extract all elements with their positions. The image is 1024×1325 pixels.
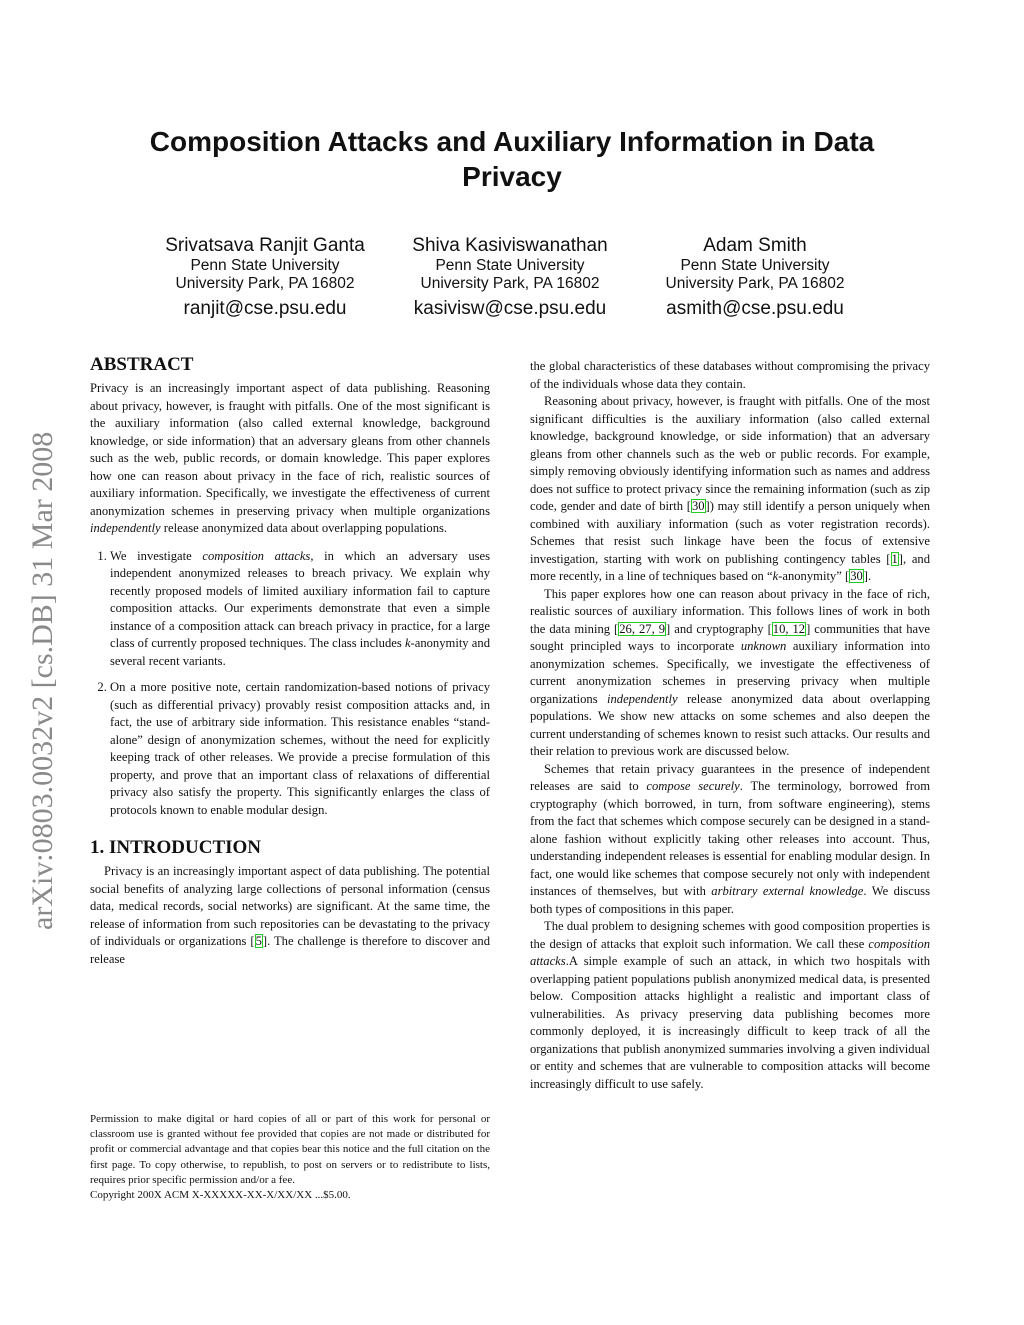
emphasis-text: composition attacks <box>202 548 311 563</box>
author-block <box>625 235 885 320</box>
author-name: Shiva Kasiviswanathan <box>412 235 608 256</box>
intro-paragraph: This paper explores how one can reason about privacy in the face of rich, realistic sources of auxiliary information. This follows lines of work in both the data mining [26, 27, 9] and cryptography [10, 12] communities that have sought principled ways to incorporate unknown auxiliary information into anonymization schemes. Specifically, we investigate the effectiveness of current anonymization schemes in preserving privacy when multiple organizations independently release anonymized data about overlapping populations. We show new attacks on some schemes and also deepen the current understanding of schemes known to resist such attacks. Our results and their relation to previous work are discussed below. <box>530 586 931 758</box>
citation-link[interactable]: 30 <box>850 569 863 583</box>
author-email[interactable]: kasivisw@cse.psu.edu <box>413 298 607 319</box>
author-block <box>380 235 640 320</box>
intro-paragraph: Schemes that retain privacy guarantees in the presence of independent releases are said to compose securely. The terminology, borrowed from cryptography (which borrowed, in turn, from software engineering), stems from the fact that schemes which compose securely can be designed in a stand-alone fashion without explicitly taking other releases into account. Thus, understanding independent releases is essential for enabling modular design. In fact, one would like schemes that compose securely not only with independent instances of themselves, but with arbitrary external knowledge. We discuss both types of compositions in this paper. <box>530 761 930 916</box>
author-affiliation: Penn State University <box>680 257 830 274</box>
copyright-notice: Copyright 200X ACM X-XXXXX-XX-X/XX/XX ...$5.00. <box>90 1189 351 1202</box>
right-column <box>530 358 930 1093</box>
author-address: University Park, PA 16802 <box>420 275 600 292</box>
author-name: Adam Smith <box>703 235 807 256</box>
intro-paragraph: the global characteristics of these databases without compromising the privacy of the individuals whose data they contain. <box>530 359 930 391</box>
emphasis-text: compose securely <box>646 779 740 793</box>
abstract-paragraph: Privacy is an increasingly important aspect of data publishing. Reasoning about privacy, however, is fraught with pitfalls. One of the most significant is the auxiliary information (also called external knowledge, background knowledge, or side information) that an adversary gleans from other channels such as the web, public records, or domain knowledge. This paper explores how one can reason about privacy in the face of rich, realistic sources of auxiliary information. Specifically, we investigate the effectiveness of current anonymization schemes in preserving privacy when multiple organizations independently release anonymized data about overlapping populations. <box>90 381 490 535</box>
citation-link[interactable]: 30 <box>691 499 705 513</box>
citation-link[interactable]: 1 <box>891 551 898 566</box>
emphasis-text: independently <box>90 521 161 535</box>
left-column <box>90 354 490 968</box>
author-email[interactable]: ranjit@cse.psu.edu <box>183 298 347 319</box>
author-address: University Park, PA 16802 <box>665 275 845 292</box>
emphasis-text: arbitrary external knowledge <box>711 884 864 898</box>
intro-paragraph: Privacy is an increasingly important aspect of data publishing. The potential social benefits of analyzing large collections of personal information (census data, medical records, social networks) are significant. At the same time, the release of information from such repositories can be devastating to the privacy of individuals or organizations [5]. The challenge is therefore to discover and release <box>90 864 490 966</box>
emphasis-text: unknown <box>740 639 787 653</box>
contribution-item: 2. On a more positive note, certain randomization-based notions of privacy (such as differential privacy) provably resist composition attacks and, in fact, the use of arbitrary side information. This resistance enables “stand-alone” design of anonymization schemes, without the need for explicitly keeping track of other releases. We provide a precise formulation of this property, and prove that an important class of relaxations of differential privacy also satisfy the property. This significantly enlarges the class of protocols known to enable modular design. <box>110 679 490 819</box>
author-email[interactable]: asmith@cse.psu.edu <box>666 298 844 319</box>
permission-notice: Permission to make digital or hard copies of all or part of this work for personal or classroom use is granted without fee provided that copies are not made or distributed for profit or commercial advantage and that copies bear this notice and the full citation on the first page. To copy otherwise, to republish, to post on servers or to redistribute to lists, requires prior specific permission and/or a fee. <box>90 1113 490 1186</box>
author-block <box>135 235 395 320</box>
author-affiliation: Penn State University <box>435 257 585 274</box>
author-affiliation: Penn State University <box>190 257 340 274</box>
contribution-item: 1. We investigate composition attacks, in which an adversary uses independent anonymized releases to breach privacy. We explain why recently proposed models of limited auxiliary information fail to capture composition attacks. Our experiments demonstrate that even a simple instance of a composition attack can breach privacy in practice, for a large class of currently proposed techniques. The class includes k-anonymity and several recent variants. <box>110 548 490 671</box>
author-address: University Park, PA 16802 <box>175 275 355 292</box>
citation-link[interactable]: 26, 27, 9 <box>619 621 666 636</box>
intro-paragraph: Reasoning about privacy, however, is fraught with pitfalls. One of the most significant difficulties is the auxiliary information (also called external knowledge, background knowledge, or side information) that an adversary gleans from other channels such as the web or public records. For example, simply removing obviously identifying information such as names and address does not suffice to protect privacy since the remaining information (such as zip code, gender and date of birth [30]) may still identify a person uniquely when combined with auxiliary information (such as voter registration records). Schemes that resist such linkage have been the focus of extensive investigation, starting with work on publishing contingency tables [1], and more recently, in a line of techniques based on “k-anonymity” [30]. <box>530 394 931 583</box>
paper-title: Composition Attacks and Auxiliary Information in Data Privacy <box>149 126 875 192</box>
arxiv-stamp: arXiv:0803.0032v2 [cs.DB] 31 Mar 2008 <box>26 431 59 930</box>
emphasis-text: k <box>772 569 779 583</box>
citation-link[interactable]: 10, 12 <box>772 621 806 636</box>
emphasis-text: composition attacks <box>530 936 930 968</box>
intro-paragraph: The dual problem to designing schemes with good composition properties is the design of attacks that exploit such information. We call these composition attacks.A simple example of such an attack, in which two hospitals with overlapping patient populations publish anonymized medical data, is presented below. Composition attacks highlight a realistic and important class of vulnerabilities. As privacy preserving data publishing becomes more commonly deployed, it is increasingly difficult to keep track of all the organizations that publish anonymized summaries involving a given individual or entity and schemes that are vulnerable to composition attacks will become increasingly difficult to use safely. <box>530 919 930 1091</box>
introduction-heading: 1. INTRODUCTION <box>90 837 262 858</box>
citation-link[interactable]: 5 <box>255 934 262 948</box>
author-name: Srivatsava Ranjit Ganta <box>165 235 365 256</box>
footnote <box>90 1112 490 1203</box>
abstract-heading: ABSTRACT <box>90 354 194 375</box>
emphasis-text: independently <box>606 691 678 706</box>
contribution-list <box>90 548 490 820</box>
emphasis-text: k <box>404 636 411 650</box>
